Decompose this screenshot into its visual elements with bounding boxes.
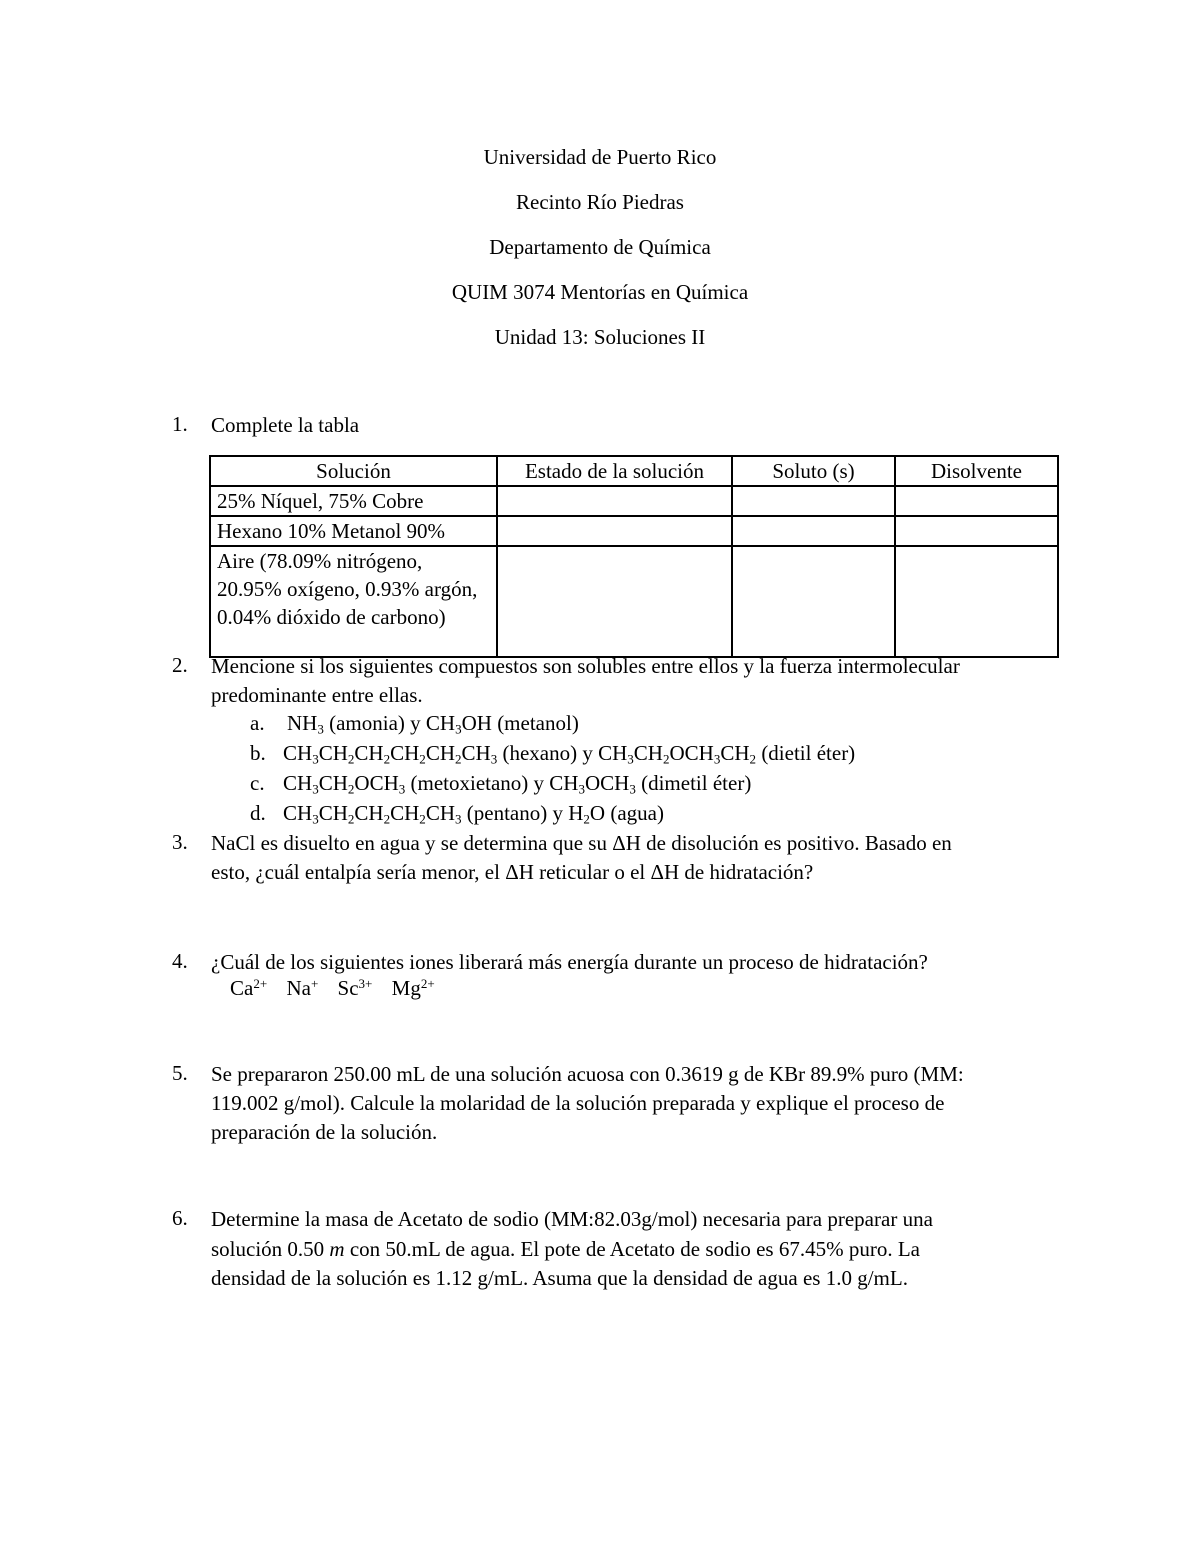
- table-row: [210, 486, 1058, 516]
- table-cell-answer[interactable]: [895, 546, 1058, 657]
- table-cell-solution: Aire (78.09% nitrógeno, 20.95% oxígeno, 0.93% argón, 0.04% dióxido de carbono): [210, 546, 497, 657]
- table-row: [210, 546, 1058, 657]
- question-4-line-1: ¿Cuál de los siguientes iones liberará más energía durante un proceso de hidratación?: [211, 950, 928, 974]
- question-3-number: 3.: [172, 830, 188, 854]
- question-2-number: 2.: [172, 653, 188, 677]
- table-header-cell: Estado de la solución: [497, 456, 732, 486]
- item-c-text: $CH_3CH_2OCH_3$ (metoxietano) y $CH_3OCH_3$ (dimetil éter): [283, 771, 752, 797]
- solutions-table: [209, 455, 1059, 658]
- question-3-line-1: NaCl es disuelto en agua y se determina que su ΔH de disolución es positivo. Basado en: [211, 831, 952, 855]
- table-cell-answer[interactable]: [732, 546, 895, 657]
- item-a-text: $NH_3$ (amonia) y $CH_3OH$ (metanol): [287, 711, 579, 737]
- table-cell-answer[interactable]: [732, 486, 895, 516]
- ion-sc: $Sc^{3+}$: [337, 975, 373, 1000]
- question-6-line-3: densidad de la solución es 1.12 g/mL. Asuma que la densidad de agua es 1.0 g/mL.: [211, 1266, 908, 1290]
- question-1-number: 1.: [172, 412, 188, 436]
- table-header-row: [210, 456, 1058, 486]
- question-6-line-2: solución 0.50 m con 50.mL de agua. El pote de Acetato de sodio es 67.45% puro. La: [211, 1237, 920, 1261]
- table-cell-answer[interactable]: [497, 486, 732, 516]
- table-header-cell: Disolvente: [895, 456, 1058, 486]
- item-c-letter: c.: [250, 771, 265, 795]
- question-5-number: 5.: [172, 1061, 188, 1085]
- question-3-line-2: esto, ¿cuál entalpía sería menor, el ΔH reticular o el ΔH de hidratación?: [211, 860, 814, 884]
- course-title: QUIM 3074 Mentorías en Química: [451, 280, 749, 304]
- question-5-line-2: 119.002 g/mol). Calcule la molaridad de la solución preparada y explique el proceso de: [211, 1091, 945, 1115]
- question-4-number: 4.: [172, 949, 188, 973]
- table-cell-answer[interactable]: [732, 516, 895, 546]
- item-b-text: $CH_3CH_2CH_2CH_2CH_2CH_3$ (hexano) y $CH_3CH_2OCH_3CH_2$ (dietil éter): [283, 741, 856, 767]
- question-6-number: 6.: [172, 1206, 188, 1230]
- item-b-letter: b.: [250, 741, 266, 765]
- ion-mg: $Mg^{2+}$: [391, 975, 435, 1000]
- question-5-line-3: preparación de la solución.: [211, 1120, 438, 1144]
- ions-list: [230, 976, 449, 1001]
- molality-symbol: m: [329, 1237, 345, 1261]
- table-cell-answer[interactable]: [497, 516, 732, 546]
- ion-na: Na+: [286, 975, 319, 1000]
- question-1-text: Complete la tabla: [211, 413, 360, 437]
- university-title: Universidad de Puerto Rico: [483, 145, 717, 169]
- question-2-line-1: Mencione si los siguientes compuestos son solubles entre ellos y la fuerza intermolecular: [211, 654, 960, 678]
- item-d-letter: d.: [250, 801, 266, 825]
- item-d-text: $CH_3CH_2CH_2CH_2CH_3$ (pentano) y $H_2O$ (agua): [283, 801, 664, 827]
- unit-title: Unidad 13: Soluciones II: [494, 325, 706, 349]
- table-cell-solution: Hexano 10% Metanol 90%: [210, 516, 497, 546]
- table-cell-answer[interactable]: [895, 486, 1058, 516]
- campus-title: Recinto Río Piedras: [516, 190, 684, 214]
- table-header-cell: Solución: [210, 456, 497, 486]
- question-2-line-2: predominante entre ellas.: [211, 683, 423, 707]
- table-cell-answer[interactable]: [895, 516, 1058, 546]
- table-cell-solution: 25% Níquel, 75% Cobre: [210, 486, 497, 516]
- question-5-line-1: Se prepararon 250.00 mL de una solución acuosa con 0.3619 g de KBr 89.9% puro (MM:: [211, 1062, 964, 1086]
- department-title: Departamento de Química: [489, 235, 711, 259]
- item-a-letter: a.: [250, 711, 265, 735]
- question-6-line-1: Determine la masa de Acetato de sodio (MM:82.03g/mol) necesaria para preparar una: [211, 1207, 933, 1231]
- table-row: [210, 516, 1058, 546]
- ion-ca: $Ca^{2+}$: [230, 975, 268, 1000]
- table-cell-answer[interactable]: [497, 546, 732, 657]
- table-header-cell: Soluto (s): [732, 456, 895, 486]
